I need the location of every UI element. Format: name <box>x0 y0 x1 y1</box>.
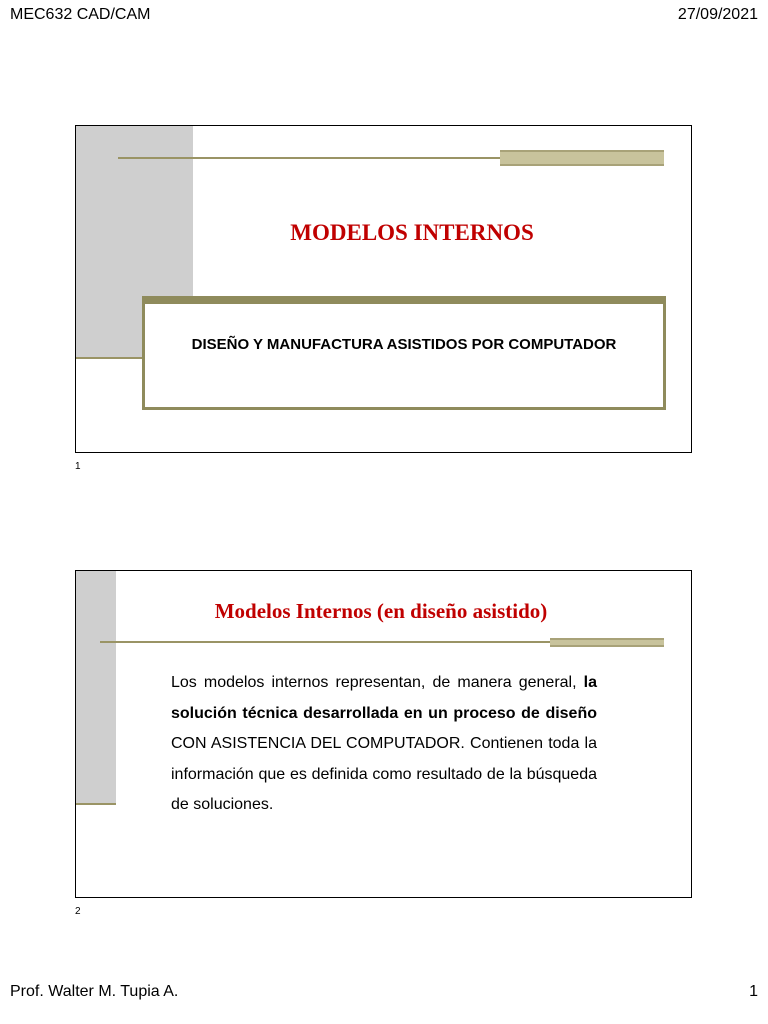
decor-side-line <box>76 357 142 359</box>
page-number: 1 <box>749 983 758 1000</box>
decor-side-line <box>76 803 116 805</box>
decor-accent-bar <box>500 150 664 166</box>
body-paragraph <box>171 668 597 821</box>
para-text-2: CON ASISTENCIA DEL COMPUTADOR. Contienen toda la información que es definida como resultado de la búsqueda de soluciones. <box>171 735 597 814</box>
slide-1 <box>75 125 692 453</box>
slide-title: MODELOS INTERNOS <box>290 220 534 245</box>
para-text-1: Los modelos internos representan, de manera general, <box>171 674 584 691</box>
gray-block <box>76 571 116 803</box>
slide-subtitle: DISEÑO Y MANUFACTURA ASISTIDOS POR COMPUTADOR <box>191 336 617 353</box>
author-footer: Prof. Walter M. Tupia A. <box>10 983 179 1000</box>
slide-number-1: 1 <box>75 461 81 472</box>
slide-2 <box>75 570 692 898</box>
subtitle-box <box>142 296 666 410</box>
slide-number-2: 2 <box>75 906 81 917</box>
slide-title: Modelos Internos (en diseño asistido) <box>214 599 548 623</box>
decor-accent-bar <box>550 638 664 647</box>
date-header: 27/09/2021 <box>677 6 758 23</box>
para-bold-text: la solución técnica desarrollada en un proceso de diseño <box>171 674 597 722</box>
course-header: MEC632 CAD/CAM <box>10 6 151 23</box>
